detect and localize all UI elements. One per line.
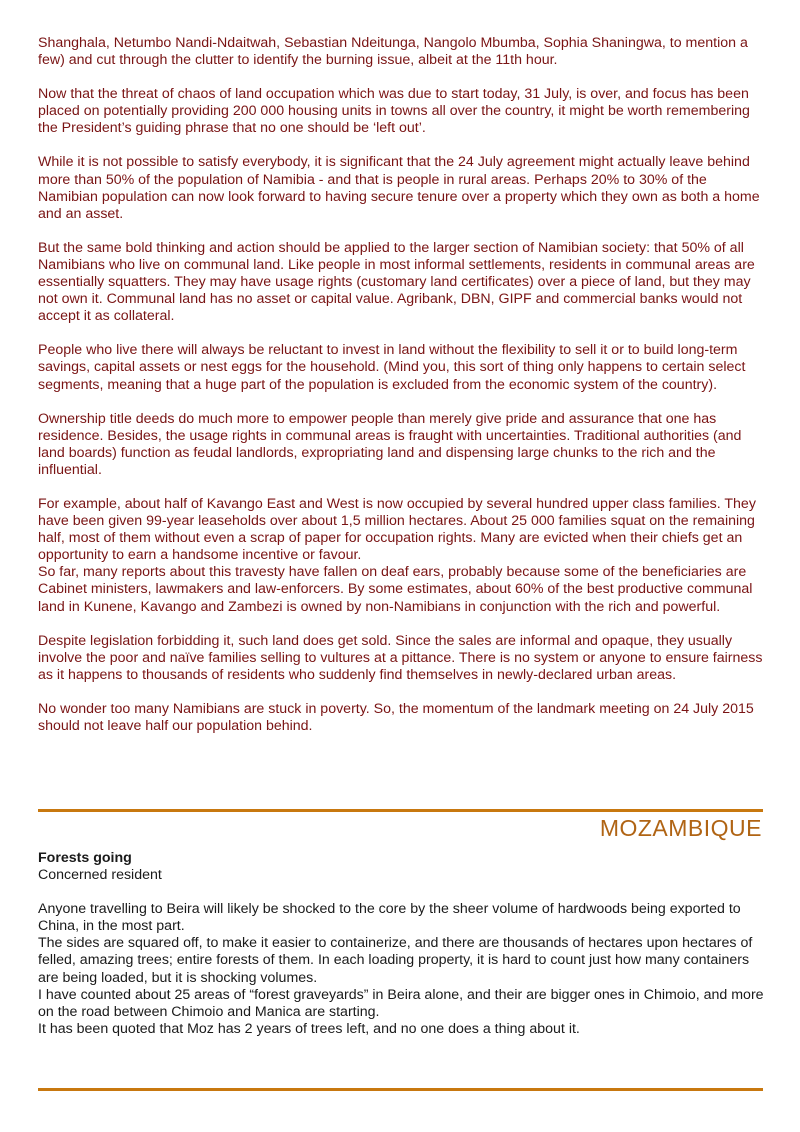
section-divider-top	[38, 809, 763, 812]
article-paragraph: Shanghala, Netumbo Nandi-Ndaitwah, Sebastian Ndeitunga, Nangolo Mbumba, Sophia Shaningwa, to mention a few) and cut through the clutter to identify the burning issue, albeit at the 11th hour.	[38, 35, 748, 69]
article-paragraph: For example, about half of Kavango East and West is now occupied by several hundred upper class families. They have been given 99-year leaseholds over about 1,5 million hectares. About 25 000 families squat on the remaining half, most of them without even a scrap of paper for occupation rights. Many are evicted when their chiefs get an opportunity to earn a handsome incentive or favour.	[38, 495, 756, 564]
letter-paragraph: The sides are squared off, to make it easier to containerize, and there are thousands of hectares upon hectares of felled, amazing trees; entire forests of them. In each loading property, it is hard to count just how many containers are being loaded, but it is shocking volumes.	[38, 935, 753, 986]
letter-headline: Forests going	[38, 850, 132, 866]
letter-byline: Concerned resident	[38, 867, 162, 884]
letter	[38, 850, 764, 1038]
letter-paragraph: Anyone travelling to Beira will likely be shocked to the core by the sheer volume of hardwoods being exported to China, in the most part.	[38, 901, 741, 935]
article-paragraph: Ownership title deeds do much more to empower people than merely give pride and assurance that one has residence. Besides, the usage rights in communal areas is fraught with uncertainties. Traditional authorities (and land boards) function as feudal landlords, expropriating land and dispensing large chunks to the rich and the influential.	[38, 410, 742, 478]
letter-paragraph: It has been quoted that Moz has 2 years of trees left, and no one does a thing about it.	[38, 1020, 580, 1037]
article-paragraph: No wonder too many Namibians are stuck in poverty. So, the momentum of the landmark meeting on 24 July 2015 should not leave half our population behind.	[38, 700, 754, 734]
article-paragraph: But the same bold thinking and action should be applied to the larger section of Namibian society: that 50% of all Namibians who live on communal land. Like people in most informal settlements, residents in communal areas are essentially squatters. They may have usage rights (customary land certificates) over a piece of land, but they may not own it. Communal land has no asset or capital value. Agribank, DBN, GIPF and commercial banks would not accept it as collateral.	[38, 239, 755, 325]
article-paragraph: People who live there will always be reluctant to invest in land without the flexibility to sell it or to build long-term savings, capital assets or nest eggs for the household. (Mind you, this sort of thing only happens to certain select segments, meaning that a huge part of the population is excluded from the economic system of the country).	[38, 342, 746, 393]
section-title: MOZAMBIQUE	[599, 815, 762, 841]
article-body	[38, 35, 764, 752]
article-paragraph: Despite legislation forbidding it, such land does get sold. Since the sales are informal and opaque, they usually involve the poor and naïve families selling to vultures at a pittance. There is no system or anyone to ensure fairness as it happens to thousands of residents who suddenly find themselves in newly-declared urban areas.	[38, 632, 763, 683]
article-paragraph: Now that the threat of chaos of land occupation which was due to start today, 31 July, is over, and focus has been placed on potentially providing 200 000 housing units in towns all over the country, it might be worth remembering the President’s guiding phrase that no one should be ‘left out’.	[38, 86, 750, 137]
letter-paragraph: I have counted about 25 areas of “forest graveyards” in Beira alone, and their are bigger ones in Chimoio, and more on the road between Chimoio and Manica are starting.	[38, 986, 764, 1020]
section-divider-bottom	[38, 1088, 763, 1091]
article-paragraph: While it is not possible to satisfy everybody, it is significant that the 24 July agreement might actually leave behind more than 50% of the population of Namibia - and that is people in rural areas. Perhaps 20% to 30% of the Namibian population can now look forward to having secure tenure over a property which they own as both a home and an asset.	[38, 154, 760, 222]
article-paragraph: So far, many reports about this travesty have fallen on deaf ears, probably because some of the beneficiaries are Cabinet ministers, lawmakers and law-enforcers. By some estimates, about 60% of the best productive communal land in Kunene, Kavango and Zambezi is owned by non-Namibians in conjunction with the rich and powerful.	[38, 564, 753, 615]
